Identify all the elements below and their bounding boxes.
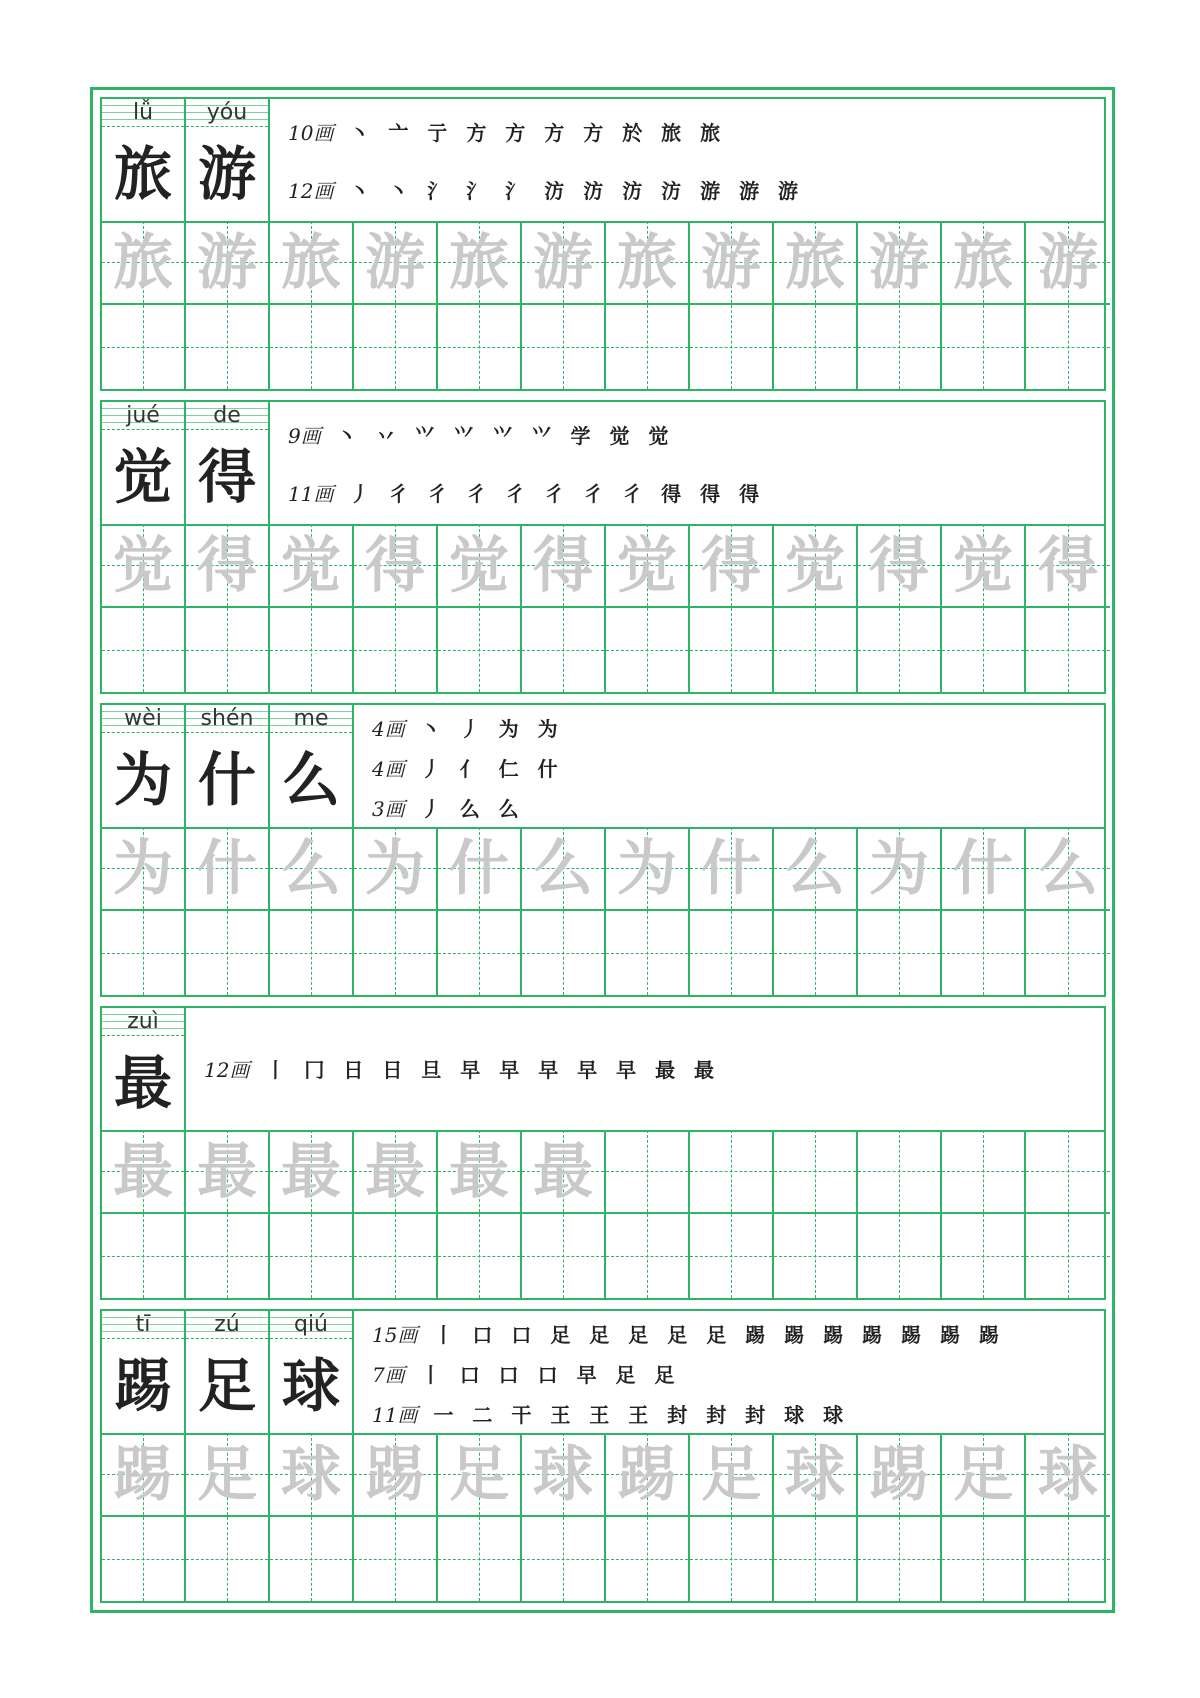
writing-cell[interactable] (774, 911, 858, 995)
trace-cell[interactable] (858, 1433, 942, 1517)
stroke-order-panel (270, 99, 1104, 219)
char-block-weishenme (100, 703, 1106, 997)
hanzi: 么 (281, 746, 340, 814)
stroke-count: 4画 (372, 757, 405, 781)
writing-cell[interactable] (774, 305, 858, 389)
trace-character: 踢 (113, 1440, 173, 1510)
trace-cell[interactable] (522, 1433, 606, 1517)
writing-cell[interactable] (102, 1214, 186, 1298)
trace-cell[interactable] (690, 1433, 774, 1517)
stroke-count: 7画 (372, 1363, 405, 1387)
blank-row (102, 305, 1104, 389)
writing-cell[interactable] (858, 1214, 942, 1298)
trace-cell[interactable] (606, 221, 690, 305)
trace-character: 觉 (281, 531, 341, 601)
pinyin: de (186, 402, 268, 430)
trace-cell[interactable] (942, 1130, 1026, 1214)
stroke-count: 3画 (372, 797, 405, 821)
writing-cell[interactable] (774, 608, 858, 692)
writing-cell[interactable] (438, 305, 522, 389)
trace-character: 得 (701, 531, 761, 601)
writing-cell[interactable] (606, 608, 690, 692)
trace-cell[interactable] (438, 524, 522, 608)
trace-cell[interactable] (102, 524, 186, 608)
stroke-row (372, 793, 525, 822)
writing-cell[interactable] (1026, 608, 1110, 692)
pinyin: yóu (186, 99, 268, 127)
trace-character: 什 (701, 834, 761, 904)
pinyin: qiú (270, 1311, 352, 1339)
trace-cell[interactable] (606, 1130, 690, 1214)
trace-cell[interactable] (270, 524, 354, 608)
char-block-luyou (100, 97, 1106, 391)
stroke-sequence: 丶 丶 氵 氵 氵 汸 汸 汸 汸 游 游 游 (349, 179, 805, 203)
char-cell (186, 705, 270, 827)
stroke-count: 11画 (288, 482, 334, 506)
pinyin: wèi (102, 705, 184, 733)
trace-character: 觉 (785, 531, 845, 601)
hanzi: 旅 (113, 140, 172, 208)
trace-character: 最 (113, 1137, 173, 1207)
writing-cell[interactable] (942, 305, 1026, 389)
block-header (102, 402, 1104, 526)
stroke-order-panel (186, 1008, 1104, 1128)
trace-cell[interactable] (1026, 1130, 1110, 1214)
trace-cell[interactable] (942, 524, 1026, 608)
trace-character: 么 (533, 834, 593, 904)
writing-cell[interactable] (858, 1517, 942, 1601)
stroke-sequence: 丿 亻 仁 什 (420, 757, 564, 781)
writing-cell[interactable] (1026, 1214, 1110, 1298)
char-cell (102, 1008, 186, 1130)
trace-character: 最 (449, 1137, 509, 1207)
stroke-row (372, 753, 564, 782)
writing-cell[interactable] (102, 1517, 186, 1601)
char-cell (270, 705, 354, 827)
trace-character: 最 (197, 1137, 257, 1207)
hanzi: 游 (197, 140, 256, 208)
trace-character: 旅 (953, 228, 1013, 298)
trace-cell[interactable] (354, 221, 438, 305)
writing-cell[interactable] (774, 1517, 858, 1601)
writing-cell[interactable] (270, 1214, 354, 1298)
trace-character: 得 (533, 531, 593, 601)
writing-cell[interactable] (102, 911, 186, 995)
writing-cell[interactable] (522, 911, 606, 995)
trace-cell[interactable] (354, 1130, 438, 1214)
hanzi: 踢 (113, 1352, 172, 1420)
stroke-sequence: 丶 亠 亍 方 方 方 方 於 旅 旅 (349, 121, 727, 145)
trace-cell[interactable] (438, 827, 522, 911)
writing-cell[interactable] (1026, 305, 1110, 389)
writing-cell[interactable] (1026, 1517, 1110, 1601)
writing-cell[interactable] (522, 1214, 606, 1298)
trace-cell[interactable] (606, 827, 690, 911)
trace-cell[interactable] (522, 827, 606, 911)
writing-cell[interactable] (354, 1517, 438, 1601)
trace-cell[interactable] (690, 1130, 774, 1214)
writing-cell[interactable] (438, 608, 522, 692)
writing-cell[interactable] (690, 1517, 774, 1601)
hanzi: 为 (113, 746, 172, 814)
trace-character: 足 (701, 1440, 761, 1510)
stroke-order-panel (354, 705, 1104, 825)
char-cell (102, 402, 186, 524)
trace-character: 为 (617, 834, 677, 904)
trace-cell[interactable] (774, 524, 858, 608)
trace-character: 踢 (869, 1440, 929, 1510)
writing-cell[interactable] (102, 608, 186, 692)
trace-character: 得 (365, 531, 425, 601)
trace-cell[interactable] (1026, 221, 1110, 305)
trace-cell[interactable] (186, 221, 270, 305)
stroke-count: 12画 (288, 179, 334, 203)
writing-cell[interactable] (942, 1517, 1026, 1601)
trace-character: 游 (197, 228, 257, 298)
trace-cell[interactable] (522, 524, 606, 608)
trace-cell[interactable] (102, 1130, 186, 1214)
pinyin: zú (186, 1311, 268, 1339)
writing-cell[interactable] (186, 911, 270, 995)
trace-cell[interactable] (690, 827, 774, 911)
trace-character: 旅 (281, 228, 341, 298)
trace-character: 什 (953, 834, 1013, 904)
block-header (102, 99, 1104, 223)
writing-cell[interactable] (270, 1517, 354, 1601)
stroke-sequence: 丿 彳 彳 彳 彳 彳 彳 彳 得 得 得 (349, 482, 766, 506)
trace-cell[interactable] (102, 827, 186, 911)
trace-character: 得 (1038, 531, 1098, 601)
hanzi: 得 (197, 443, 256, 511)
trace-character: 游 (869, 228, 929, 298)
trace-cell[interactable] (186, 1433, 270, 1517)
writing-cell[interactable] (606, 1517, 690, 1601)
trace-character: 球 (281, 1440, 341, 1510)
stroke-sequence: 丶 丷 ⺍ 𭕄 𭕄 𭕄 学 觉 觉 (336, 424, 675, 448)
trace-character: 踢 (617, 1440, 677, 1510)
trace-character: 最 (533, 1137, 593, 1207)
writing-cell[interactable] (354, 911, 438, 995)
trace-cell[interactable] (354, 1433, 438, 1517)
char-cell (270, 1311, 354, 1433)
stroke-row (372, 1319, 1005, 1348)
hanzi: 觉 (113, 443, 172, 511)
trace-cell[interactable] (522, 221, 606, 305)
writing-cell[interactable] (186, 608, 270, 692)
char-cell (102, 705, 186, 827)
stroke-count: 12画 (204, 1058, 250, 1082)
trace-cell[interactable] (438, 1433, 522, 1517)
trace-character: 觉 (449, 531, 509, 601)
pinyin: me (270, 705, 352, 733)
writing-cell[interactable] (186, 1517, 270, 1601)
writing-cell[interactable] (438, 1517, 522, 1601)
writing-cell[interactable] (354, 1214, 438, 1298)
trace-cell[interactable] (774, 827, 858, 911)
block-header (102, 1311, 1104, 1435)
pinyin: shén (186, 705, 268, 733)
trace-character (1026, 1130, 1110, 1212)
writing-cell[interactable] (606, 911, 690, 995)
trace-character: 得 (197, 531, 257, 601)
writing-cell[interactable] (858, 608, 942, 692)
pinyin: lǚ (102, 99, 184, 127)
stroke-row (288, 478, 765, 507)
trace-cell[interactable] (186, 524, 270, 608)
trace-cell[interactable] (858, 221, 942, 305)
trace-row (102, 1130, 1104, 1214)
trace-cell[interactable] (186, 1130, 270, 1214)
writing-cell[interactable] (102, 305, 186, 389)
trace-cell[interactable] (606, 524, 690, 608)
writing-cell[interactable] (606, 305, 690, 389)
writing-cell[interactable] (186, 1214, 270, 1298)
stroke-sequence: 丨 口 口 口 早 足 足 (420, 1363, 681, 1387)
writing-cell[interactable] (270, 608, 354, 692)
writing-cell[interactable] (186, 305, 270, 389)
writing-cell[interactable] (942, 608, 1026, 692)
hanzi: 球 (281, 1352, 340, 1420)
stroke-row (204, 1054, 720, 1083)
stroke-order-panel (270, 402, 1104, 522)
stroke-row (288, 175, 804, 204)
trace-row (102, 827, 1104, 911)
pinyin: tī (102, 1311, 184, 1339)
trace-character (858, 1130, 940, 1212)
trace-character: 为 (365, 834, 425, 904)
trace-cell[interactable] (774, 221, 858, 305)
trace-row (102, 524, 1104, 608)
block-header (102, 705, 1104, 829)
trace-character: 球 (533, 1440, 593, 1510)
stroke-row (288, 117, 726, 146)
writing-cell[interactable] (522, 1517, 606, 1601)
char-block-zui (100, 1006, 1106, 1300)
char-cell (186, 99, 270, 221)
trace-character: 踢 (365, 1440, 425, 1510)
stroke-count: 10画 (288, 121, 334, 145)
writing-cell[interactable] (354, 305, 438, 389)
writing-cell[interactable] (270, 911, 354, 995)
trace-character: 最 (365, 1137, 425, 1207)
stroke-row (372, 1359, 681, 1388)
writing-cell[interactable] (774, 1214, 858, 1298)
trace-character: 旅 (113, 228, 173, 298)
stroke-sequence: 丨 口 口 足 足 足 足 足 踢 踢 踢 踢 踢 踢 踢 (433, 1323, 1005, 1347)
trace-character: 最 (281, 1137, 341, 1207)
trace-character: 游 (365, 228, 425, 298)
trace-row (102, 221, 1104, 305)
stroke-sequence: 丿 么 么 (420, 797, 525, 821)
writing-cell[interactable] (438, 1214, 522, 1298)
trace-character: 游 (1038, 228, 1098, 298)
stroke-order-panel (354, 1311, 1104, 1431)
char-block-juede (100, 400, 1106, 694)
writing-cell[interactable] (690, 305, 774, 389)
stroke-sequence: 一 二 干 王 王 王 封 封 封 球 球 (433, 1403, 850, 1427)
char-cell (186, 402, 270, 524)
writing-cell[interactable] (942, 911, 1026, 995)
trace-cell[interactable] (270, 1433, 354, 1517)
trace-character (774, 1130, 856, 1212)
trace-cell[interactable] (774, 1130, 858, 1214)
trace-character: 球 (1038, 1440, 1098, 1510)
trace-cell[interactable] (690, 524, 774, 608)
pinyin: jué (102, 402, 184, 430)
trace-character: 游 (701, 228, 761, 298)
stroke-row (372, 713, 564, 742)
trace-character (942, 1130, 1024, 1212)
trace-character: 旅 (785, 228, 845, 298)
trace-character: 游 (533, 228, 593, 298)
stroke-count: 15画 (372, 1323, 418, 1347)
char-cell (186, 1311, 270, 1433)
trace-cell[interactable] (270, 827, 354, 911)
char-block-tizuqiu (100, 1309, 1106, 1603)
trace-character: 足 (449, 1440, 509, 1510)
stroke-count: 4画 (372, 717, 405, 741)
trace-character (690, 1130, 772, 1212)
writing-cell[interactable] (270, 305, 354, 389)
hanzi: 最 (113, 1049, 172, 1117)
trace-cell[interactable] (354, 827, 438, 911)
trace-character: 足 (197, 1440, 257, 1510)
trace-cell[interactable] (1026, 524, 1110, 608)
stroke-sequence: 丶 丿 为 为 (420, 717, 564, 741)
trace-cell[interactable] (942, 1433, 1026, 1517)
trace-cell[interactable] (858, 1130, 942, 1214)
writing-cell[interactable] (438, 911, 522, 995)
writing-cell[interactable] (858, 911, 942, 995)
trace-cell[interactable] (438, 221, 522, 305)
stroke-count: 9画 (288, 424, 321, 448)
writing-cell[interactable] (522, 305, 606, 389)
trace-cell[interactable] (942, 827, 1026, 911)
pinyin: zuì (102, 1008, 184, 1036)
trace-cell[interactable] (858, 827, 942, 911)
writing-cell[interactable] (1026, 911, 1110, 995)
trace-cell[interactable] (186, 827, 270, 911)
trace-cell[interactable] (1026, 827, 1110, 911)
char-cell (102, 99, 186, 221)
trace-character: 足 (953, 1440, 1013, 1510)
trace-cell[interactable] (1026, 1433, 1110, 1517)
stroke-sequence: 丨 冂 日 日 旦 早 早 早 早 早 最 最 (265, 1058, 721, 1082)
trace-character: 为 (113, 834, 173, 904)
trace-character: 旅 (449, 228, 509, 298)
trace-character: 什 (197, 834, 257, 904)
trace-cell[interactable] (774, 1433, 858, 1517)
trace-cell[interactable] (102, 221, 186, 305)
writing-cell[interactable] (522, 608, 606, 692)
trace-cell[interactable] (690, 221, 774, 305)
blank-row (102, 911, 1104, 995)
stroke-row (372, 1399, 849, 1428)
trace-character: 旅 (617, 228, 677, 298)
blank-row (102, 1517, 1104, 1601)
writing-cell[interactable] (690, 1214, 774, 1298)
trace-character: 得 (869, 531, 929, 601)
trace-cell[interactable] (270, 221, 354, 305)
trace-character: 觉 (953, 531, 1013, 601)
trace-cell[interactable] (270, 1130, 354, 1214)
trace-cell[interactable] (438, 1130, 522, 1214)
trace-character: 么 (281, 834, 341, 904)
blank-row (102, 1214, 1104, 1298)
char-cell (102, 1311, 186, 1433)
writing-cell[interactable] (942, 1214, 1026, 1298)
trace-character (606, 1130, 688, 1212)
writing-cell[interactable] (354, 608, 438, 692)
trace-character: 么 (1038, 834, 1098, 904)
trace-character: 么 (785, 834, 845, 904)
trace-character: 什 (449, 834, 509, 904)
writing-cell[interactable] (606, 1214, 690, 1298)
trace-cell[interactable] (858, 524, 942, 608)
trace-character: 觉 (113, 531, 173, 601)
block-header (102, 1008, 1104, 1132)
writing-cell[interactable] (858, 305, 942, 389)
trace-character: 球 (785, 1440, 845, 1510)
trace-cell[interactable] (942, 221, 1026, 305)
trace-cell[interactable] (522, 1130, 606, 1214)
writing-cell[interactable] (690, 608, 774, 692)
writing-cell[interactable] (690, 911, 774, 995)
stroke-count: 11画 (372, 1403, 418, 1427)
trace-cell[interactable] (102, 1433, 186, 1517)
hanzi: 什 (197, 746, 256, 814)
stroke-row (288, 420, 674, 449)
blank-row (102, 608, 1104, 692)
trace-cell[interactable] (354, 524, 438, 608)
trace-cell[interactable] (606, 1433, 690, 1517)
trace-row (102, 1433, 1104, 1517)
trace-character: 为 (869, 834, 929, 904)
trace-character: 觉 (617, 531, 677, 601)
hanzi: 足 (197, 1352, 256, 1420)
